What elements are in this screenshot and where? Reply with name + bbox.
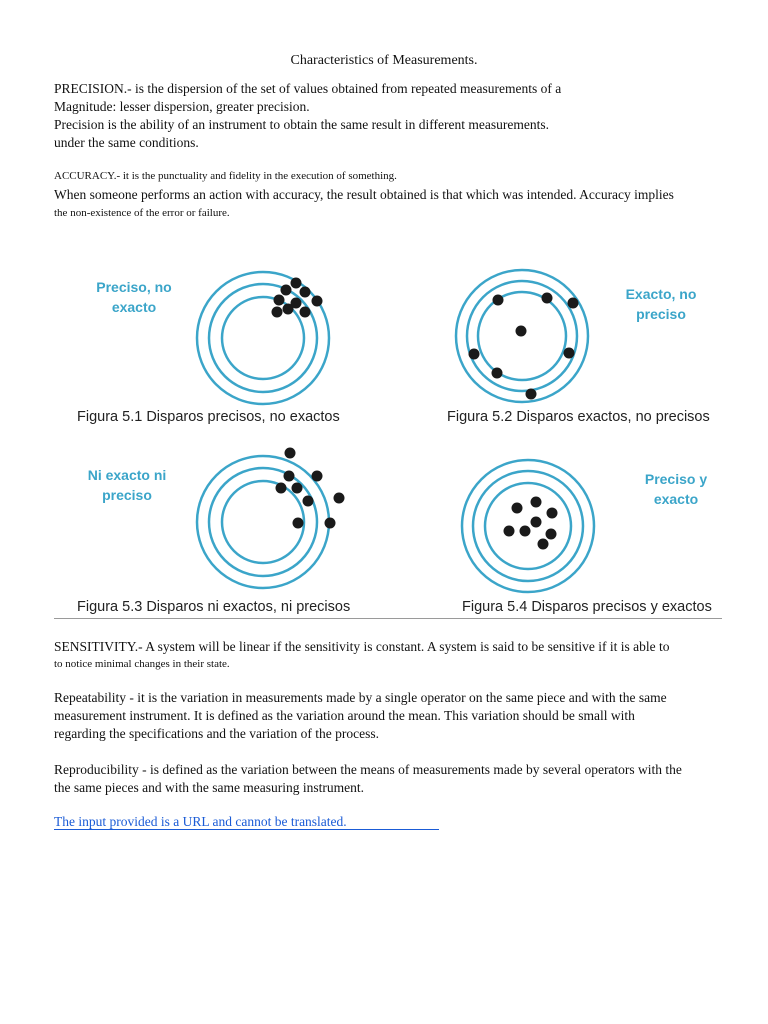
figure-1-caption: Figura 5.1 Disparos precisos, no exactos [77, 409, 340, 425]
figure-3-label-line-1: Ni exacto ni [87, 467, 167, 483]
figure-4-caption: Figura 5.4 Disparos precisos y exactos [462, 599, 712, 615]
figure-1-label-line-2: exacto [111, 299, 157, 315]
repeatability-line-2: measurement instrument. It is defined as the variation around the mean. This variation should be small with [54, 708, 635, 723]
figure-2-caption: Figura 5.2 Disparos exactos, no precisos [447, 409, 710, 425]
reproducibility-line-2: the same pieces and with the same measuring instrument. [54, 780, 365, 795]
figure-1-label-line-1: Preciso, no [96, 279, 172, 295]
accuracy-line-3: the non-existence of the error or failure. [54, 207, 230, 219]
reproducibility-line-1: Reproducibility - is defined as the variation between the means of measurements made by several operators with the [54, 762, 682, 777]
figure-2-label [615, 284, 707, 324]
accuracy-line-2: When someone performs an action with accuracy, the result obtained is that which was intended. Accuracy implies [54, 187, 674, 202]
repeatability-line-3: regarding the specifications and the variation of the process. [54, 726, 380, 741]
figure-1-label [85, 277, 183, 317]
sensitivity-line-1: SENSITIVITY.- A system will be linear if the sensitivity is constant. A system is said to be sensitive if it is able to [54, 639, 670, 654]
precision-line-3: Precision is the ability of an instrument to obtain the same result in different measurements. [54, 117, 550, 132]
target-figure-4 [458, 456, 598, 596]
url-link[interactable]: The input provided is a URL and cannot be translated. [54, 815, 439, 830]
precision-line-2: Magnitude: lesser dispersion, greater precision. [54, 99, 310, 114]
figure-4-label-line-1: Preciso y [644, 471, 708, 487]
figure-3-label-line-2: preciso [102, 487, 152, 503]
figure-3-caption: Figura 5.3 Disparos ni exactos, ni precisos [77, 599, 351, 615]
repeatability-line-1: Repeatability - it is the variation in measurements made by a single operator on the same piece and with the same [54, 690, 667, 705]
section-divider [54, 618, 722, 619]
accuracy-line-1: ACCURACY.- it is the punctuality and fidelity in the execution of something. [54, 170, 397, 182]
sensitivity-line-2: to notice minimal changes in their state. [54, 658, 230, 670]
target-figure-3 [195, 445, 350, 600]
precision-line-1: PRECISION.- is the dispersion of the set of values obtained from repeated measurements of a [54, 81, 562, 96]
figure-3-label [76, 465, 178, 505]
figure-4-label-line-2: exacto [653, 491, 699, 507]
target-figure-1 [195, 268, 335, 408]
figure-2-label-line-1: Exacto, no [625, 286, 697, 302]
figure-4-label [630, 469, 722, 509]
target-figure-2 [452, 266, 594, 408]
page-title: Characteristics of Measurements. [290, 53, 478, 68]
figure-2-label-line-2: preciso [636, 306, 686, 322]
precision-line-4: under the same conditions. [54, 135, 199, 150]
